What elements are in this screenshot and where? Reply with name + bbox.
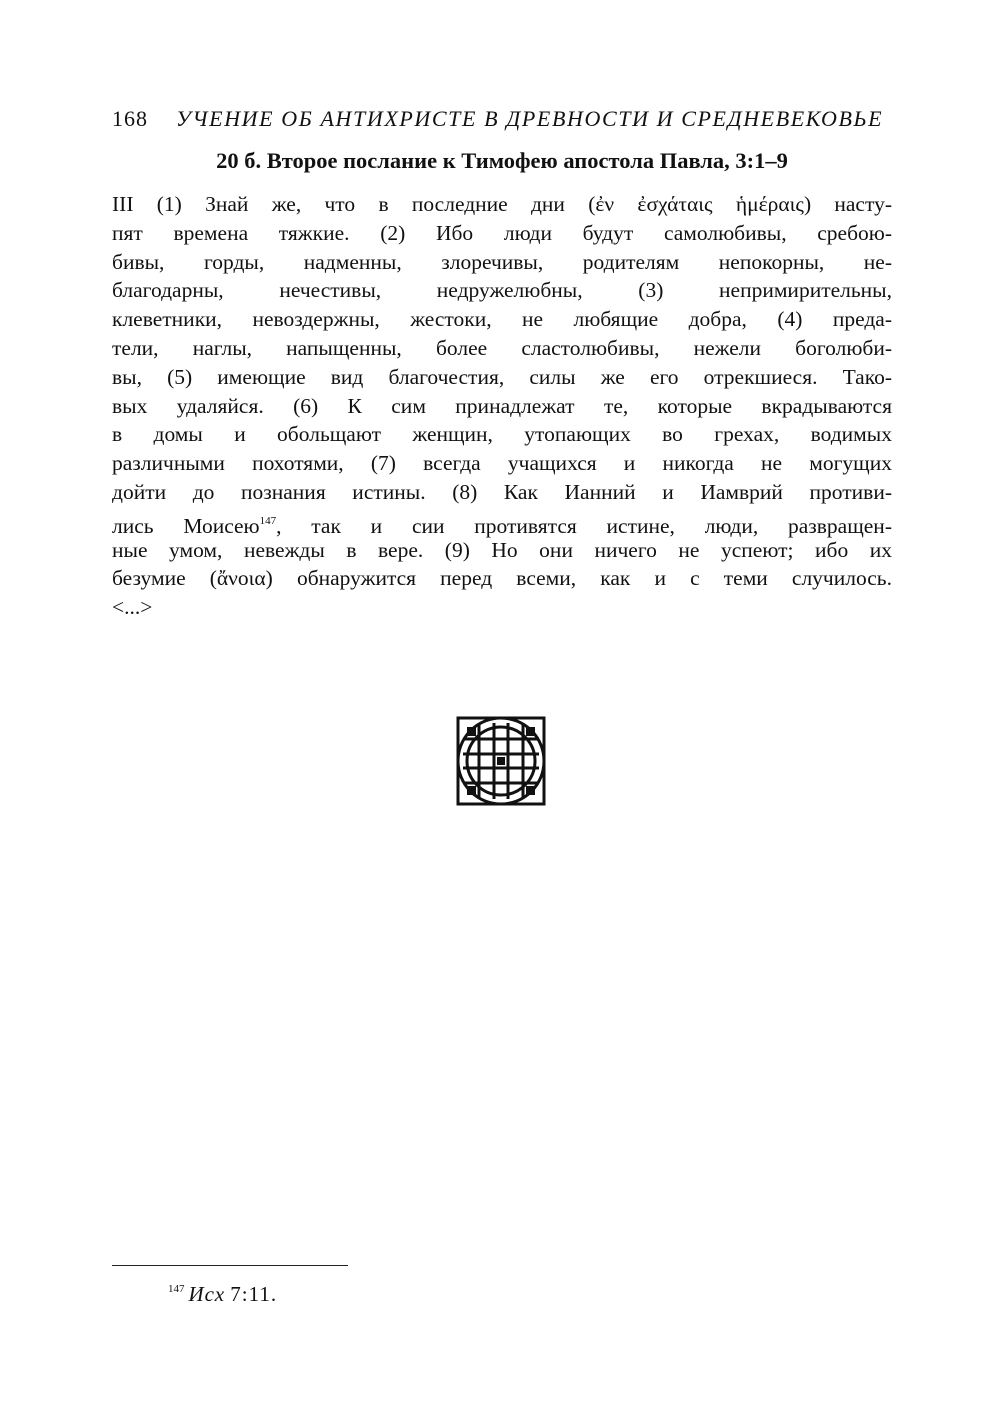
running-title: УЧЕНИЕ ОБ АНТИХРИСТЕ В ДРЕВНОСТИ И СРЕДНЕВЕКОВЬЕ: [176, 106, 884, 131]
footnote-marker: 147: [259, 514, 277, 527]
footnote-reference: Исх: [188, 1282, 226, 1306]
text-line: тели, наглы, напыщенны, более сластолюбивы, нежели боголюби-: [112, 335, 892, 360]
text-line: различными похотями, (7) всегда учащихся и никогда не могущих: [112, 451, 892, 476]
knotwork-ornament: [455, 715, 547, 807]
text-line: III (1) Знай же, что в последние дни (ἐν ἐσχάταις ἡμέραις) насту-: [112, 192, 892, 216]
page-number: 168: [112, 106, 148, 131]
footnote-location: 7:11.: [230, 1282, 278, 1306]
running-head: [112, 104, 892, 134]
footnote-rule: [112, 1265, 348, 1266]
footnote-number: 147: [168, 1283, 185, 1295]
text-line: ные умом, невежды в вере. (9) Но они ничего не успеют; ибо их: [112, 537, 892, 562]
text-line: дойти до познания истины. (8) Как Ианний и Иамврий противи-: [112, 479, 892, 504]
body-text: [112, 190, 892, 622]
section-title: 20 б. Второе послание к Тимофею апостола Павла, 3:1–9: [216, 148, 788, 173]
text-line-with-footnote: [112, 507, 892, 536]
footnote: [168, 1274, 277, 1309]
text-line: вых удаляйся. (6) К сим принадлежат те, которые вкрадываются: [112, 393, 892, 418]
text-line: бивы, горды, надменны, злоречивы, родителям непокорны, не-: [112, 249, 892, 274]
text-line: в домы и обольщают женщин, утопающих во грехах, водимых: [112, 422, 892, 447]
text-fragment: лись Моисею: [112, 513, 260, 538]
text-line: клеветники, невоздержны, жестоки, не любящие добра, (4) преда-: [112, 307, 892, 332]
text-line: безумие (ἄνοια) обнаружится перед всеми, как и с теми случилось.: [112, 566, 892, 591]
text-line-ellipsis: <...>: [112, 595, 153, 620]
text-line: вы, (5) имеющие вид благочестия, силы же его отрекшиеся. Тако-: [112, 364, 892, 389]
text-fragment: , так и сии противятся истине, люди, развращен-: [276, 513, 892, 538]
text-line: пят времена тяжкие. (2) Ибо люди будут самолюбивы, сребою-: [112, 220, 892, 245]
text-line: благодарны, нечестивы, недружелюбны, (3) непримирительны,: [112, 278, 892, 303]
